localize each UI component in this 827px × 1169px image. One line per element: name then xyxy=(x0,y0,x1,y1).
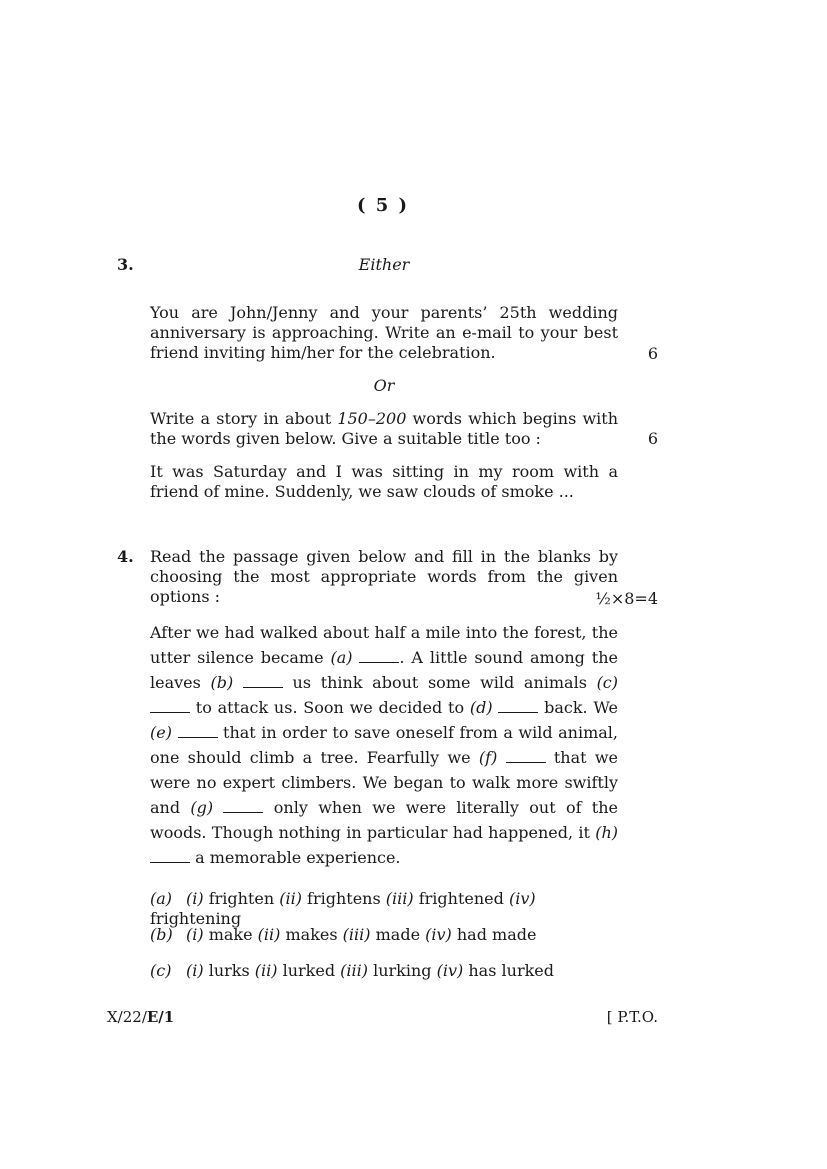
story-text-a: Write a story in about xyxy=(150,409,338,428)
choice: makes xyxy=(285,925,338,944)
choice-num: (iv) xyxy=(508,889,536,908)
word-count: 150–200 xyxy=(337,409,407,428)
q3-story-prompt: It was Saturday and I was sitting in my room with a friend of mine. Suddenly, we saw clouds of smoke ... xyxy=(150,462,618,501)
blank-d xyxy=(498,698,538,713)
choice-num: (iv) xyxy=(425,925,452,944)
blank-h xyxy=(150,848,190,863)
pto-note: [ P.T.O. xyxy=(606,1008,658,1026)
blank-e xyxy=(178,723,218,738)
blank-label-g: (g) xyxy=(190,798,214,817)
choice-num: (i) xyxy=(186,889,204,908)
passage-text: to attack us. Soon we decided to xyxy=(190,698,470,717)
blank-label-d: (d) xyxy=(469,698,493,717)
q4-passage xyxy=(150,620,618,870)
question-3-number: 3. xyxy=(117,255,134,274)
q3-option-story xyxy=(150,409,618,449)
choice: has lurked xyxy=(468,961,554,980)
paper-code-set: E/1 xyxy=(146,1008,175,1026)
paper-code-prefix: X/22/ xyxy=(107,1008,147,1026)
story-text-b: words which begins with the words given below. Give a suitable title too : xyxy=(150,409,619,448)
or-heading: Or xyxy=(373,376,395,395)
passage-text: only when we were literally out of the woods. Though nothing in particular had happened, it xyxy=(150,798,619,842)
choice-num: (i) xyxy=(186,925,204,944)
choice: had made xyxy=(456,925,537,944)
passage-text: that in order to save oneself from a wild animal, one should climb a tree. Fearfully we xyxy=(150,723,619,767)
either-heading: Either xyxy=(358,255,410,274)
question-4-number: 4. xyxy=(117,547,134,566)
choice-num: (ii) xyxy=(257,925,281,944)
option-row-b xyxy=(150,925,620,945)
choice-num: (iii) xyxy=(342,925,371,944)
blank-f xyxy=(506,748,546,763)
option-label: (c) xyxy=(150,961,172,980)
passage-text: After we had walked about half a mile into the forest, the utter silence became xyxy=(150,623,618,667)
choice-num: (iv) xyxy=(436,961,464,980)
page-number: ( 5 ) xyxy=(356,195,410,216)
choice: frighten xyxy=(208,889,275,908)
q3-option-email: You are John/Jenny and your parents’ 25th wedding anniversary is approaching. Write an e-mail to your best friend inviting him/her for the celebration. xyxy=(150,303,618,362)
passage-text: . A little sound among the leaves xyxy=(150,648,618,692)
option-label: (a) xyxy=(150,889,173,908)
blank-label-b: (b) xyxy=(210,673,234,692)
option-row-a xyxy=(150,889,620,929)
passage-text: back. We xyxy=(538,698,618,717)
choice: made xyxy=(375,925,421,944)
blank-c xyxy=(150,698,190,713)
option-label: (b) xyxy=(150,925,173,944)
choice: frightened xyxy=(418,889,504,908)
blank-label-e: (e) xyxy=(150,723,172,742)
choice: frightening xyxy=(150,909,242,928)
paper-code xyxy=(107,1008,174,1026)
choice: lurked xyxy=(282,961,336,980)
passage-text: that we were no expert climbers. We began to walk more swiftly and xyxy=(150,748,618,817)
blank-b xyxy=(243,673,283,688)
blank-g xyxy=(223,798,263,813)
choice-num: (iii) xyxy=(340,961,369,980)
blank-label-h: (h) xyxy=(595,823,618,842)
choice-num: (i) xyxy=(186,961,204,980)
choice: lurking xyxy=(373,961,432,980)
choice: make xyxy=(208,925,253,944)
choice-num: (ii) xyxy=(279,889,302,908)
q4-instruction: Read the passage given below and fill in the blanks by choosing the most appropriate words from the given options : xyxy=(150,547,618,606)
choice: lurks xyxy=(208,961,250,980)
passage-text: a memorable experience. xyxy=(190,848,401,867)
choice-num: (ii) xyxy=(254,961,278,980)
q3-marks-story: 6 xyxy=(647,429,658,448)
blank-label-c: (c) xyxy=(596,673,619,692)
q4-marks: ½×8=4 xyxy=(595,589,658,608)
passage-text: us think about some wild animals xyxy=(282,673,597,692)
q3-marks-email: 6 xyxy=(647,344,658,363)
blank-a xyxy=(359,648,399,663)
blank-label-a: (a) xyxy=(330,648,353,667)
choice-num: (iii) xyxy=(385,889,414,908)
blank-label-f: (f) xyxy=(478,748,498,767)
option-row-c xyxy=(150,961,620,981)
choice: frightens xyxy=(307,889,381,908)
